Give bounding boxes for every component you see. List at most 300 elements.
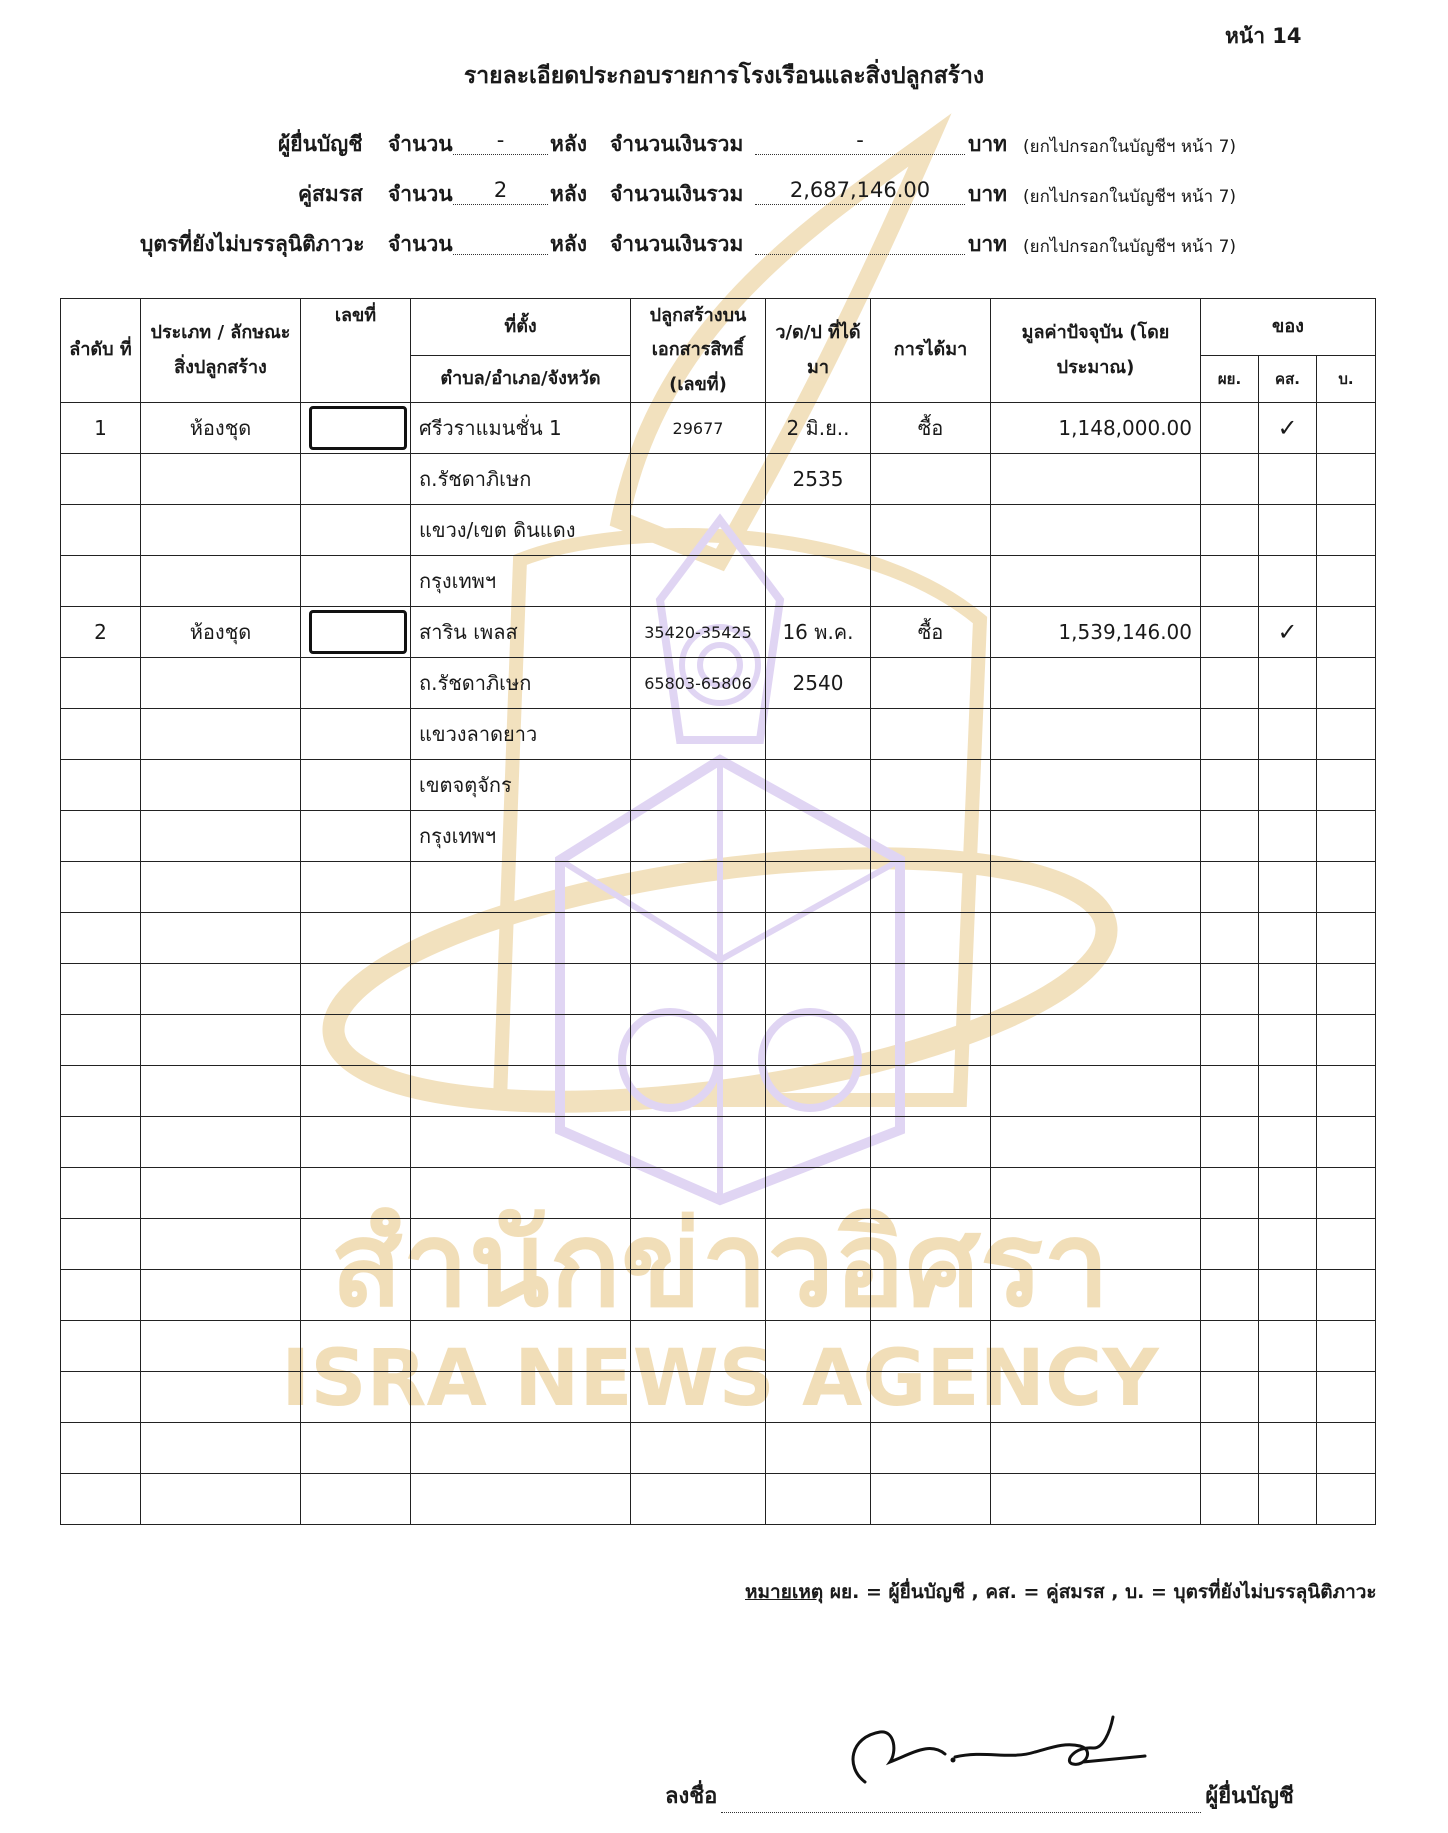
acquired-date bbox=[766, 811, 871, 862]
acquisition-method bbox=[871, 964, 991, 1015]
table-row bbox=[61, 1015, 1376, 1066]
signature-suffix: ผู้ยื่นบัญชี bbox=[1205, 1784, 1294, 1809]
count-label: จำนวน bbox=[388, 182, 453, 206]
owner-filer-mark bbox=[1201, 1372, 1259, 1423]
location: ศรีวราแมนชั่น 1 bbox=[411, 403, 631, 454]
deed-number bbox=[631, 1168, 766, 1219]
summary-note: (ยกไปกรอกในบัญชีฯ หน้า 7) bbox=[1023, 237, 1237, 257]
deed-number bbox=[631, 1117, 766, 1168]
deed-number bbox=[631, 1321, 766, 1372]
owner-child-mark bbox=[1317, 1270, 1376, 1321]
location bbox=[411, 1117, 631, 1168]
sum-label: จำนวนเงินรวม bbox=[610, 232, 744, 256]
acquisition-method bbox=[871, 1372, 991, 1423]
building-type: ห้องชุด bbox=[141, 607, 301, 658]
summary-note: (ยกไปกรอกในบัญชีฯ หน้า 7) bbox=[1023, 137, 1237, 157]
header-owner: ของ bbox=[1201, 299, 1376, 356]
acquired-date bbox=[766, 709, 871, 760]
building-type bbox=[141, 1015, 301, 1066]
owner-spouse-mark bbox=[1259, 1423, 1317, 1474]
table-row bbox=[61, 1270, 1376, 1321]
acquired-date: 16 พ.ค. bbox=[766, 607, 871, 658]
owner-spouse-mark bbox=[1259, 454, 1317, 505]
owner-filer-mark bbox=[1201, 709, 1259, 760]
location bbox=[411, 1372, 631, 1423]
page-title: รายละเอียดประกอบรายการโรงเรือนและสิ่งปลูกสร้าง bbox=[463, 63, 985, 89]
header-owner-filer: ผย. bbox=[1201, 356, 1259, 403]
summary-label: ผู้ยื่นบัญชี bbox=[278, 132, 363, 156]
owner-spouse-mark bbox=[1259, 760, 1317, 811]
table-row bbox=[61, 505, 1376, 556]
table-row bbox=[61, 1066, 1376, 1117]
owner-child-mark bbox=[1317, 505, 1376, 556]
acquisition-method bbox=[871, 1015, 991, 1066]
building-type bbox=[141, 1066, 301, 1117]
owner-filer-mark bbox=[1201, 1066, 1259, 1117]
owner-spouse-mark bbox=[1259, 556, 1317, 607]
owner-filer-mark bbox=[1201, 1219, 1259, 1270]
current-value bbox=[991, 658, 1201, 709]
row-number bbox=[61, 1219, 141, 1270]
acquisition-method bbox=[871, 1423, 991, 1474]
owner-spouse-mark bbox=[1259, 1372, 1317, 1423]
acquired-date bbox=[766, 862, 871, 913]
building-type bbox=[141, 454, 301, 505]
acquired-date bbox=[766, 1117, 871, 1168]
number-cell bbox=[301, 964, 411, 1015]
count-value: - bbox=[453, 128, 548, 155]
row-number bbox=[61, 811, 141, 862]
owner-child-mark bbox=[1317, 862, 1376, 913]
current-value bbox=[991, 556, 1201, 607]
redaction-box bbox=[309, 610, 407, 654]
acquisition-method bbox=[871, 1321, 991, 1372]
unit-label: หลัง bbox=[550, 232, 587, 256]
location bbox=[411, 1270, 631, 1321]
owner-spouse-mark bbox=[1259, 1474, 1317, 1525]
table-row bbox=[61, 862, 1376, 913]
building-type bbox=[141, 1270, 301, 1321]
table-row bbox=[61, 403, 1376, 454]
owner-child-mark bbox=[1317, 760, 1376, 811]
currency-label: บาท bbox=[968, 132, 1007, 156]
row-number: 1 bbox=[61, 403, 141, 454]
table-row bbox=[61, 913, 1376, 964]
deed-number bbox=[631, 1423, 766, 1474]
acquisition-method bbox=[871, 1219, 991, 1270]
owner-child-mark bbox=[1317, 1117, 1376, 1168]
current-value: 1,148,000.00 bbox=[991, 403, 1201, 454]
acquired-date bbox=[766, 760, 871, 811]
sum-value bbox=[755, 228, 965, 255]
number-cell bbox=[301, 607, 411, 658]
buildings-table bbox=[60, 298, 1375, 1525]
deed-number bbox=[631, 964, 766, 1015]
row-number bbox=[61, 1270, 141, 1321]
number-cell bbox=[301, 1066, 411, 1117]
summary-label: คู่สมรส bbox=[298, 182, 363, 206]
row-number bbox=[61, 1117, 141, 1168]
table-row bbox=[61, 607, 1376, 658]
number-cell bbox=[301, 505, 411, 556]
location bbox=[411, 964, 631, 1015]
number-cell bbox=[301, 760, 411, 811]
acquired-date bbox=[766, 1423, 871, 1474]
location: ถ.รัชดาภิเษก bbox=[411, 454, 631, 505]
owner-filer-mark bbox=[1201, 811, 1259, 862]
building-type bbox=[141, 556, 301, 607]
number-cell bbox=[301, 709, 411, 760]
table-row bbox=[61, 811, 1376, 862]
number-cell bbox=[301, 1015, 411, 1066]
location: สาริน เพลส bbox=[411, 607, 631, 658]
building-type bbox=[141, 1168, 301, 1219]
acquired-date: 2535 bbox=[766, 454, 871, 505]
number-cell bbox=[301, 1270, 411, 1321]
current-value bbox=[991, 1423, 1201, 1474]
owner-spouse-mark bbox=[1259, 964, 1317, 1015]
owner-child-mark bbox=[1317, 1372, 1376, 1423]
owner-filer-mark bbox=[1201, 403, 1259, 454]
location: แขวงลาดยาว bbox=[411, 709, 631, 760]
location bbox=[411, 1015, 631, 1066]
row-number bbox=[61, 1321, 141, 1372]
header-owner-child: บ. bbox=[1317, 356, 1376, 403]
table-row bbox=[61, 1372, 1376, 1423]
row-number bbox=[61, 1015, 141, 1066]
number-cell bbox=[301, 1168, 411, 1219]
current-value bbox=[991, 454, 1201, 505]
current-value bbox=[991, 862, 1201, 913]
number-cell bbox=[301, 1474, 411, 1525]
owner-filer-mark bbox=[1201, 1474, 1259, 1525]
row-number bbox=[61, 454, 141, 505]
summary-label: บุตรที่ยังไม่บรรลุนิติภาวะ bbox=[140, 232, 365, 256]
owner-spouse-mark: ✓ bbox=[1259, 607, 1317, 658]
number-cell bbox=[301, 913, 411, 964]
row-number bbox=[61, 1474, 141, 1525]
number-cell bbox=[301, 454, 411, 505]
owner-spouse-mark bbox=[1259, 709, 1317, 760]
number-cell bbox=[301, 403, 411, 454]
row-number bbox=[61, 1372, 141, 1423]
remark-label: หมายเหตุ bbox=[745, 1581, 824, 1603]
acquired-date bbox=[766, 913, 871, 964]
deed-number bbox=[631, 913, 766, 964]
current-value bbox=[991, 1270, 1201, 1321]
deed-number: 65803-65806 bbox=[631, 658, 766, 709]
acquisition-method bbox=[871, 556, 991, 607]
building-type bbox=[141, 1219, 301, 1270]
owner-spouse-mark bbox=[1259, 811, 1317, 862]
building-type bbox=[141, 862, 301, 913]
building-type bbox=[141, 811, 301, 862]
current-value bbox=[991, 1321, 1201, 1372]
deed-number bbox=[631, 1015, 766, 1066]
owner-child-mark bbox=[1317, 913, 1376, 964]
building-type bbox=[141, 1372, 301, 1423]
header-location: ที่ตั้ง bbox=[411, 299, 631, 356]
acquisition-method bbox=[871, 1066, 991, 1117]
current-value bbox=[991, 1168, 1201, 1219]
header-type: ประเภท / ลักษณะ สิ่งปลูกสร้าง bbox=[141, 299, 301, 403]
table-row bbox=[61, 709, 1376, 760]
acquisition-method bbox=[871, 862, 991, 913]
current-value bbox=[991, 1474, 1201, 1525]
owner-child-mark bbox=[1317, 1474, 1376, 1525]
owner-child-mark bbox=[1317, 1015, 1376, 1066]
owner-child-mark bbox=[1317, 1066, 1376, 1117]
owner-spouse-mark bbox=[1259, 1117, 1317, 1168]
header-owner-spouse: คส. bbox=[1259, 356, 1317, 403]
row-number: 2 bbox=[61, 607, 141, 658]
owner-spouse-mark bbox=[1259, 505, 1317, 556]
current-value bbox=[991, 1117, 1201, 1168]
owner-spouse-mark bbox=[1259, 1270, 1317, 1321]
table-row bbox=[61, 1321, 1376, 1372]
location: กรุงเทพฯ bbox=[411, 556, 631, 607]
owner-child-mark bbox=[1317, 556, 1376, 607]
owner-filer-mark bbox=[1201, 1117, 1259, 1168]
owner-spouse-mark bbox=[1259, 1219, 1317, 1270]
deed-number bbox=[631, 1270, 766, 1321]
owner-spouse-mark bbox=[1259, 1015, 1317, 1066]
table-row bbox=[61, 454, 1376, 505]
row-number bbox=[61, 760, 141, 811]
count-label: จำนวน bbox=[388, 132, 453, 156]
table-row bbox=[61, 1117, 1376, 1168]
owner-filer-mark bbox=[1201, 862, 1259, 913]
owner-spouse-mark bbox=[1259, 658, 1317, 709]
table-row bbox=[61, 1423, 1376, 1474]
acquired-date bbox=[766, 1015, 871, 1066]
owner-filer-mark bbox=[1201, 505, 1259, 556]
currency-label: บาท bbox=[968, 182, 1007, 206]
acquisition-method bbox=[871, 709, 991, 760]
deed-number bbox=[631, 505, 766, 556]
number-cell bbox=[301, 1372, 411, 1423]
header-date: ว/ด/ป ที่ได้มา bbox=[766, 299, 871, 403]
signature-prefix: ลงชื่อ bbox=[665, 1784, 718, 1809]
owner-spouse-mark bbox=[1259, 1321, 1317, 1372]
count-value: 2 bbox=[453, 178, 548, 205]
owner-child-mark bbox=[1317, 1423, 1376, 1474]
row-number bbox=[61, 556, 141, 607]
deed-number bbox=[631, 811, 766, 862]
owner-spouse-mark: ✓ bbox=[1259, 403, 1317, 454]
owner-filer-mark bbox=[1201, 658, 1259, 709]
summary-row-filer bbox=[278, 128, 1278, 158]
table-row bbox=[61, 556, 1376, 607]
owner-spouse-mark bbox=[1259, 1066, 1317, 1117]
watermark-line1: สำนักข่าวอิศรา bbox=[330, 1195, 1110, 1333]
owner-filer-mark bbox=[1201, 1423, 1259, 1474]
owner-spouse-mark bbox=[1259, 1168, 1317, 1219]
current-value bbox=[991, 1372, 1201, 1423]
summary-note: (ยกไปกรอกในบัญชีฯ หน้า 7) bbox=[1023, 187, 1237, 207]
acquisition-method bbox=[871, 811, 991, 862]
header-value: มูลค่าปัจจุบัน (โดยประมาณ) bbox=[991, 299, 1201, 403]
header-location-sub: ตำบล/อำเภอ/จังหวัด bbox=[411, 356, 631, 403]
owner-child-mark bbox=[1317, 964, 1376, 1015]
acquired-date bbox=[766, 1066, 871, 1117]
acquired-date: 2540 bbox=[766, 658, 871, 709]
acquired-date bbox=[766, 1219, 871, 1270]
table-row bbox=[61, 1168, 1376, 1219]
acquired-date bbox=[766, 505, 871, 556]
owner-filer-mark bbox=[1201, 607, 1259, 658]
owner-filer-mark bbox=[1201, 1321, 1259, 1372]
count-label: จำนวน bbox=[388, 232, 453, 256]
sum-value: 2,687,146.00 bbox=[755, 178, 965, 205]
deed-number bbox=[631, 1219, 766, 1270]
row-number bbox=[61, 1066, 141, 1117]
summary-row-spouse bbox=[298, 178, 1298, 208]
owner-filer-mark bbox=[1201, 760, 1259, 811]
deed-number: 35420-35425 bbox=[631, 607, 766, 658]
acquisition-method bbox=[871, 1474, 991, 1525]
location: แขวง/เขต ดินแดง bbox=[411, 505, 631, 556]
current-value bbox=[991, 811, 1201, 862]
header-acquired: การได้มา bbox=[871, 299, 991, 403]
unit-label: หลัง bbox=[550, 132, 587, 156]
location bbox=[411, 1321, 631, 1372]
acquired-date bbox=[766, 1372, 871, 1423]
location bbox=[411, 1066, 631, 1117]
sum-label: จำนวนเงินรวม bbox=[610, 182, 744, 206]
building-type bbox=[141, 1117, 301, 1168]
deed-number bbox=[631, 454, 766, 505]
current-value bbox=[991, 709, 1201, 760]
acquisition-method bbox=[871, 1117, 991, 1168]
acquisition-method bbox=[871, 454, 991, 505]
location bbox=[411, 913, 631, 964]
building-type bbox=[141, 760, 301, 811]
acquisition-method bbox=[871, 505, 991, 556]
owner-child-mark bbox=[1317, 454, 1376, 505]
summary-row-children bbox=[140, 228, 1340, 258]
location bbox=[411, 1168, 631, 1219]
deed-number bbox=[631, 1372, 766, 1423]
row-number bbox=[61, 1168, 141, 1219]
current-value bbox=[991, 760, 1201, 811]
row-number bbox=[61, 709, 141, 760]
owner-filer-mark bbox=[1201, 964, 1259, 1015]
owner-child-mark bbox=[1317, 658, 1376, 709]
current-value bbox=[991, 964, 1201, 1015]
acquired-date bbox=[766, 1270, 871, 1321]
acquired-date bbox=[766, 1474, 871, 1525]
deed-number bbox=[631, 760, 766, 811]
sum-value: - bbox=[755, 128, 965, 155]
header-number: เลขที่ bbox=[301, 299, 411, 403]
current-value bbox=[991, 1015, 1201, 1066]
owner-filer-mark bbox=[1201, 1015, 1259, 1066]
number-cell bbox=[301, 862, 411, 913]
currency-label: บาท bbox=[968, 232, 1007, 256]
acquired-date: 2 มิ.ย.. bbox=[766, 403, 871, 454]
owner-child-mark bbox=[1317, 403, 1376, 454]
row-number bbox=[61, 862, 141, 913]
deed-number bbox=[631, 556, 766, 607]
acquisition-method bbox=[871, 658, 991, 709]
owner-child-mark bbox=[1317, 811, 1376, 862]
header-deed: ปลูกสร้างบน เอกสารสิทธิ์ (เลขที่) bbox=[631, 299, 766, 403]
building-type bbox=[141, 964, 301, 1015]
number-cell bbox=[301, 811, 411, 862]
table-row bbox=[61, 658, 1376, 709]
acquired-date bbox=[766, 1168, 871, 1219]
owner-filer-mark bbox=[1201, 556, 1259, 607]
owner-child-mark bbox=[1317, 607, 1376, 658]
row-number bbox=[61, 913, 141, 964]
building-type bbox=[141, 658, 301, 709]
current-value bbox=[991, 1219, 1201, 1270]
owner-filer-mark bbox=[1201, 1168, 1259, 1219]
acquired-date bbox=[766, 964, 871, 1015]
owner-spouse-mark bbox=[1259, 913, 1317, 964]
number-cell bbox=[301, 1117, 411, 1168]
acquisition-method: ซื้อ bbox=[871, 607, 991, 658]
table-row bbox=[61, 1219, 1376, 1270]
number-cell bbox=[301, 658, 411, 709]
location: กรุงเทพฯ bbox=[411, 811, 631, 862]
remark bbox=[745, 1577, 1377, 1607]
location bbox=[411, 862, 631, 913]
building-type bbox=[141, 709, 301, 760]
header-no: ลำดับ ที่ bbox=[61, 299, 141, 403]
owner-child-mark bbox=[1317, 1168, 1376, 1219]
table-row bbox=[61, 760, 1376, 811]
owner-child-mark bbox=[1317, 709, 1376, 760]
location: ถ.รัชดาภิเษก bbox=[411, 658, 631, 709]
redaction-box bbox=[309, 406, 407, 450]
acquisition-method: ซื้อ bbox=[871, 403, 991, 454]
deed-number bbox=[631, 709, 766, 760]
acquired-date bbox=[766, 1321, 871, 1372]
sum-label: จำนวนเงินรวม bbox=[610, 132, 744, 156]
owner-filer-mark bbox=[1201, 1270, 1259, 1321]
current-value bbox=[991, 1066, 1201, 1117]
owner-child-mark bbox=[1317, 1321, 1376, 1372]
unit-label: หลัง bbox=[550, 182, 587, 206]
current-value bbox=[991, 505, 1201, 556]
number-cell bbox=[301, 1219, 411, 1270]
owner-filer-mark bbox=[1201, 454, 1259, 505]
owner-filer-mark bbox=[1201, 913, 1259, 964]
deed-number: 29677 bbox=[631, 403, 766, 454]
acquisition-method bbox=[871, 1168, 991, 1219]
count-value bbox=[453, 228, 548, 255]
row-number bbox=[61, 964, 141, 1015]
row-number bbox=[61, 505, 141, 556]
location bbox=[411, 1423, 631, 1474]
acquisition-method bbox=[871, 760, 991, 811]
location bbox=[411, 1474, 631, 1525]
location bbox=[411, 1219, 631, 1270]
signature-line bbox=[665, 1778, 1294, 1813]
owner-spouse-mark bbox=[1259, 862, 1317, 913]
location: เขตจตุจักร bbox=[411, 760, 631, 811]
building-type bbox=[141, 505, 301, 556]
deed-number bbox=[631, 862, 766, 913]
number-cell bbox=[301, 1423, 411, 1474]
row-number bbox=[61, 1423, 141, 1474]
building-type bbox=[141, 1474, 301, 1525]
row-number bbox=[61, 658, 141, 709]
number-cell bbox=[301, 556, 411, 607]
current-value: 1,539,146.00 bbox=[991, 607, 1201, 658]
